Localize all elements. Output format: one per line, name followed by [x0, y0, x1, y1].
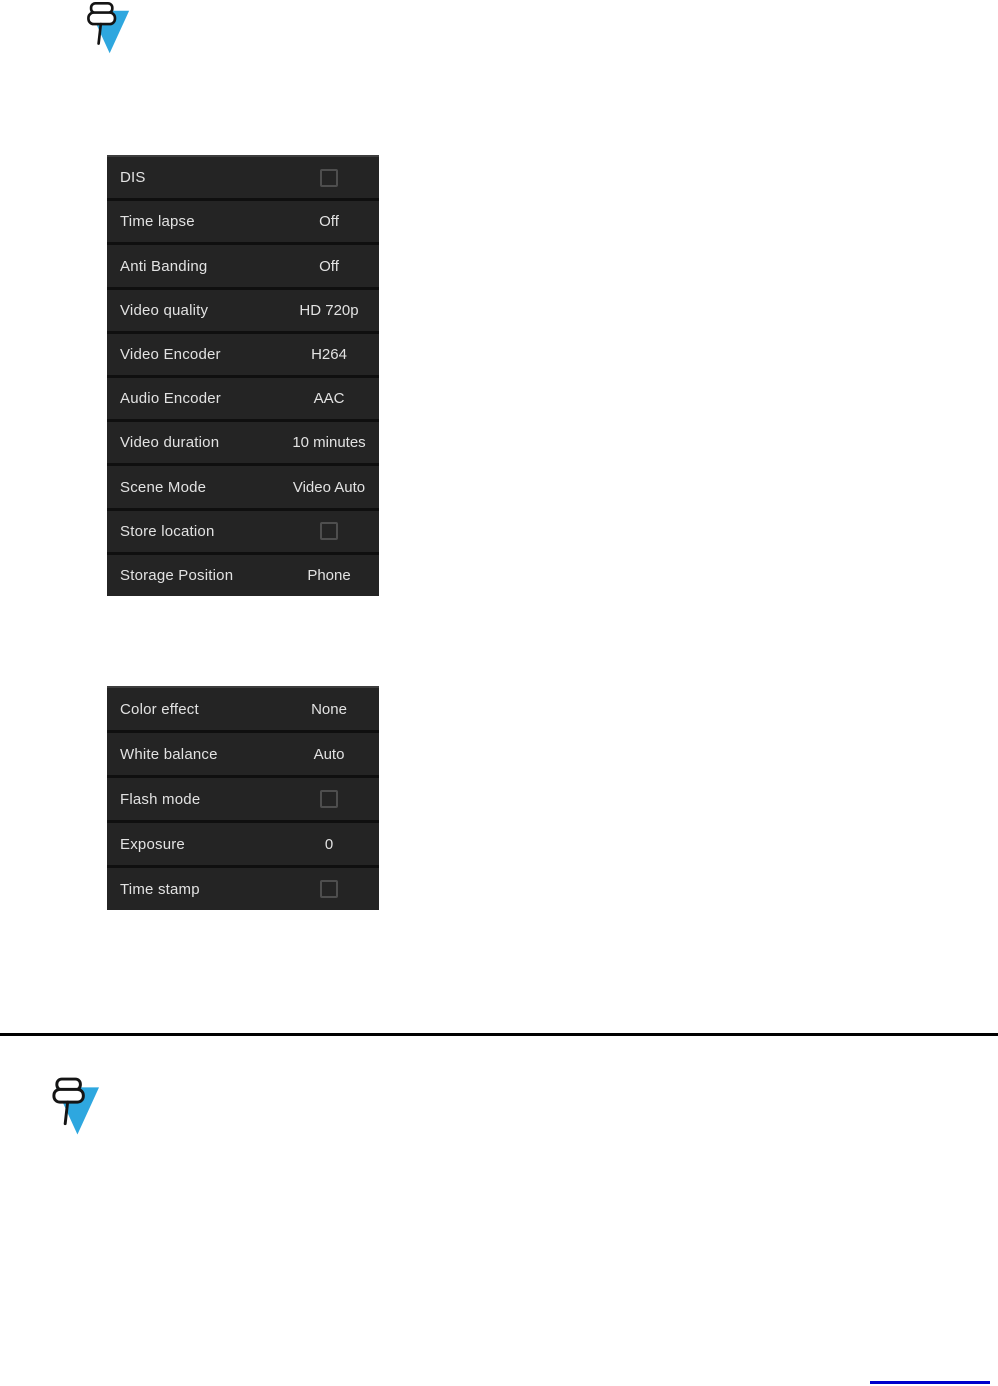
- settings-row-time-stamp: [107, 865, 379, 910]
- setting-label: Time stamp: [120, 880, 200, 898]
- setting-value: Off: [319, 257, 339, 275]
- setting-value: Off: [319, 213, 339, 231]
- checkbox-unchecked-icon: [320, 522, 338, 540]
- setting-label: Color effect: [120, 700, 199, 718]
- setting-label: Anti Banding: [120, 257, 208, 275]
- settings-row-store-location: [107, 508, 379, 552]
- settings-row-audio-encoder: [107, 375, 379, 419]
- setting-label: DIS: [120, 169, 146, 187]
- settings-row-color-effect: [107, 688, 379, 730]
- camera-settings-menu: [107, 686, 379, 910]
- setting-label: Video duration: [120, 434, 220, 452]
- setting-label: Store location: [120, 522, 215, 540]
- setting-label: Video quality: [120, 301, 209, 319]
- settings-row-flash-mode: [107, 775, 379, 820]
- setting-value: 10 minutes: [292, 434, 366, 452]
- settings-row-video-quality: [107, 287, 379, 331]
- section-divider-rule: [0, 1033, 998, 1036]
- note-pushpin-icon: [84, 1, 130, 56]
- setting-label: Flash mode: [120, 790, 201, 808]
- settings-row-video-duration: [107, 419, 379, 463]
- settings-row-video-encoder: [107, 331, 379, 375]
- settings-row-anti-banding: [107, 242, 379, 286]
- note-pushpin-icon-graphic: [49, 1077, 100, 1137]
- setting-label: Video Encoder: [120, 345, 221, 363]
- setting-value: Video Auto: [292, 478, 366, 496]
- settings-row-white-balance: [107, 730, 379, 775]
- checkbox-unchecked-icon: [320, 169, 338, 187]
- settings-row-dis: [107, 157, 379, 198]
- setting-value: H264: [311, 345, 347, 363]
- setting-value: HD 720p: [299, 301, 359, 319]
- settings-row-exposure: [107, 820, 379, 865]
- setting-value: None: [311, 700, 347, 718]
- setting-value: AAC: [313, 390, 345, 408]
- checkbox-unchecked-icon: [320, 880, 338, 898]
- setting-label: Storage Position: [120, 566, 234, 584]
- video-settings-menu: [107, 155, 379, 596]
- checkbox-unchecked-icon: [320, 790, 338, 808]
- setting-value: Phone: [307, 566, 351, 584]
- setting-label: Time lapse: [120, 213, 195, 231]
- setting-label: Scene Mode: [120, 478, 207, 496]
- setting-label: Audio Encoder: [120, 390, 222, 408]
- setting-value: 0: [324, 835, 334, 853]
- note-pushpin-icon-graphic: [84, 1, 130, 56]
- footer-link-rule[interactable]: [870, 1381, 990, 1384]
- setting-label: Exposure: [120, 835, 185, 853]
- settings-row-time-lapse: [107, 198, 379, 242]
- note-pushpin-icon: [49, 1077, 100, 1137]
- setting-value: Auto: [313, 745, 345, 763]
- setting-label: White balance: [120, 745, 218, 763]
- settings-row-scene-mode: [107, 463, 379, 507]
- settings-row-storage-position: [107, 552, 379, 596]
